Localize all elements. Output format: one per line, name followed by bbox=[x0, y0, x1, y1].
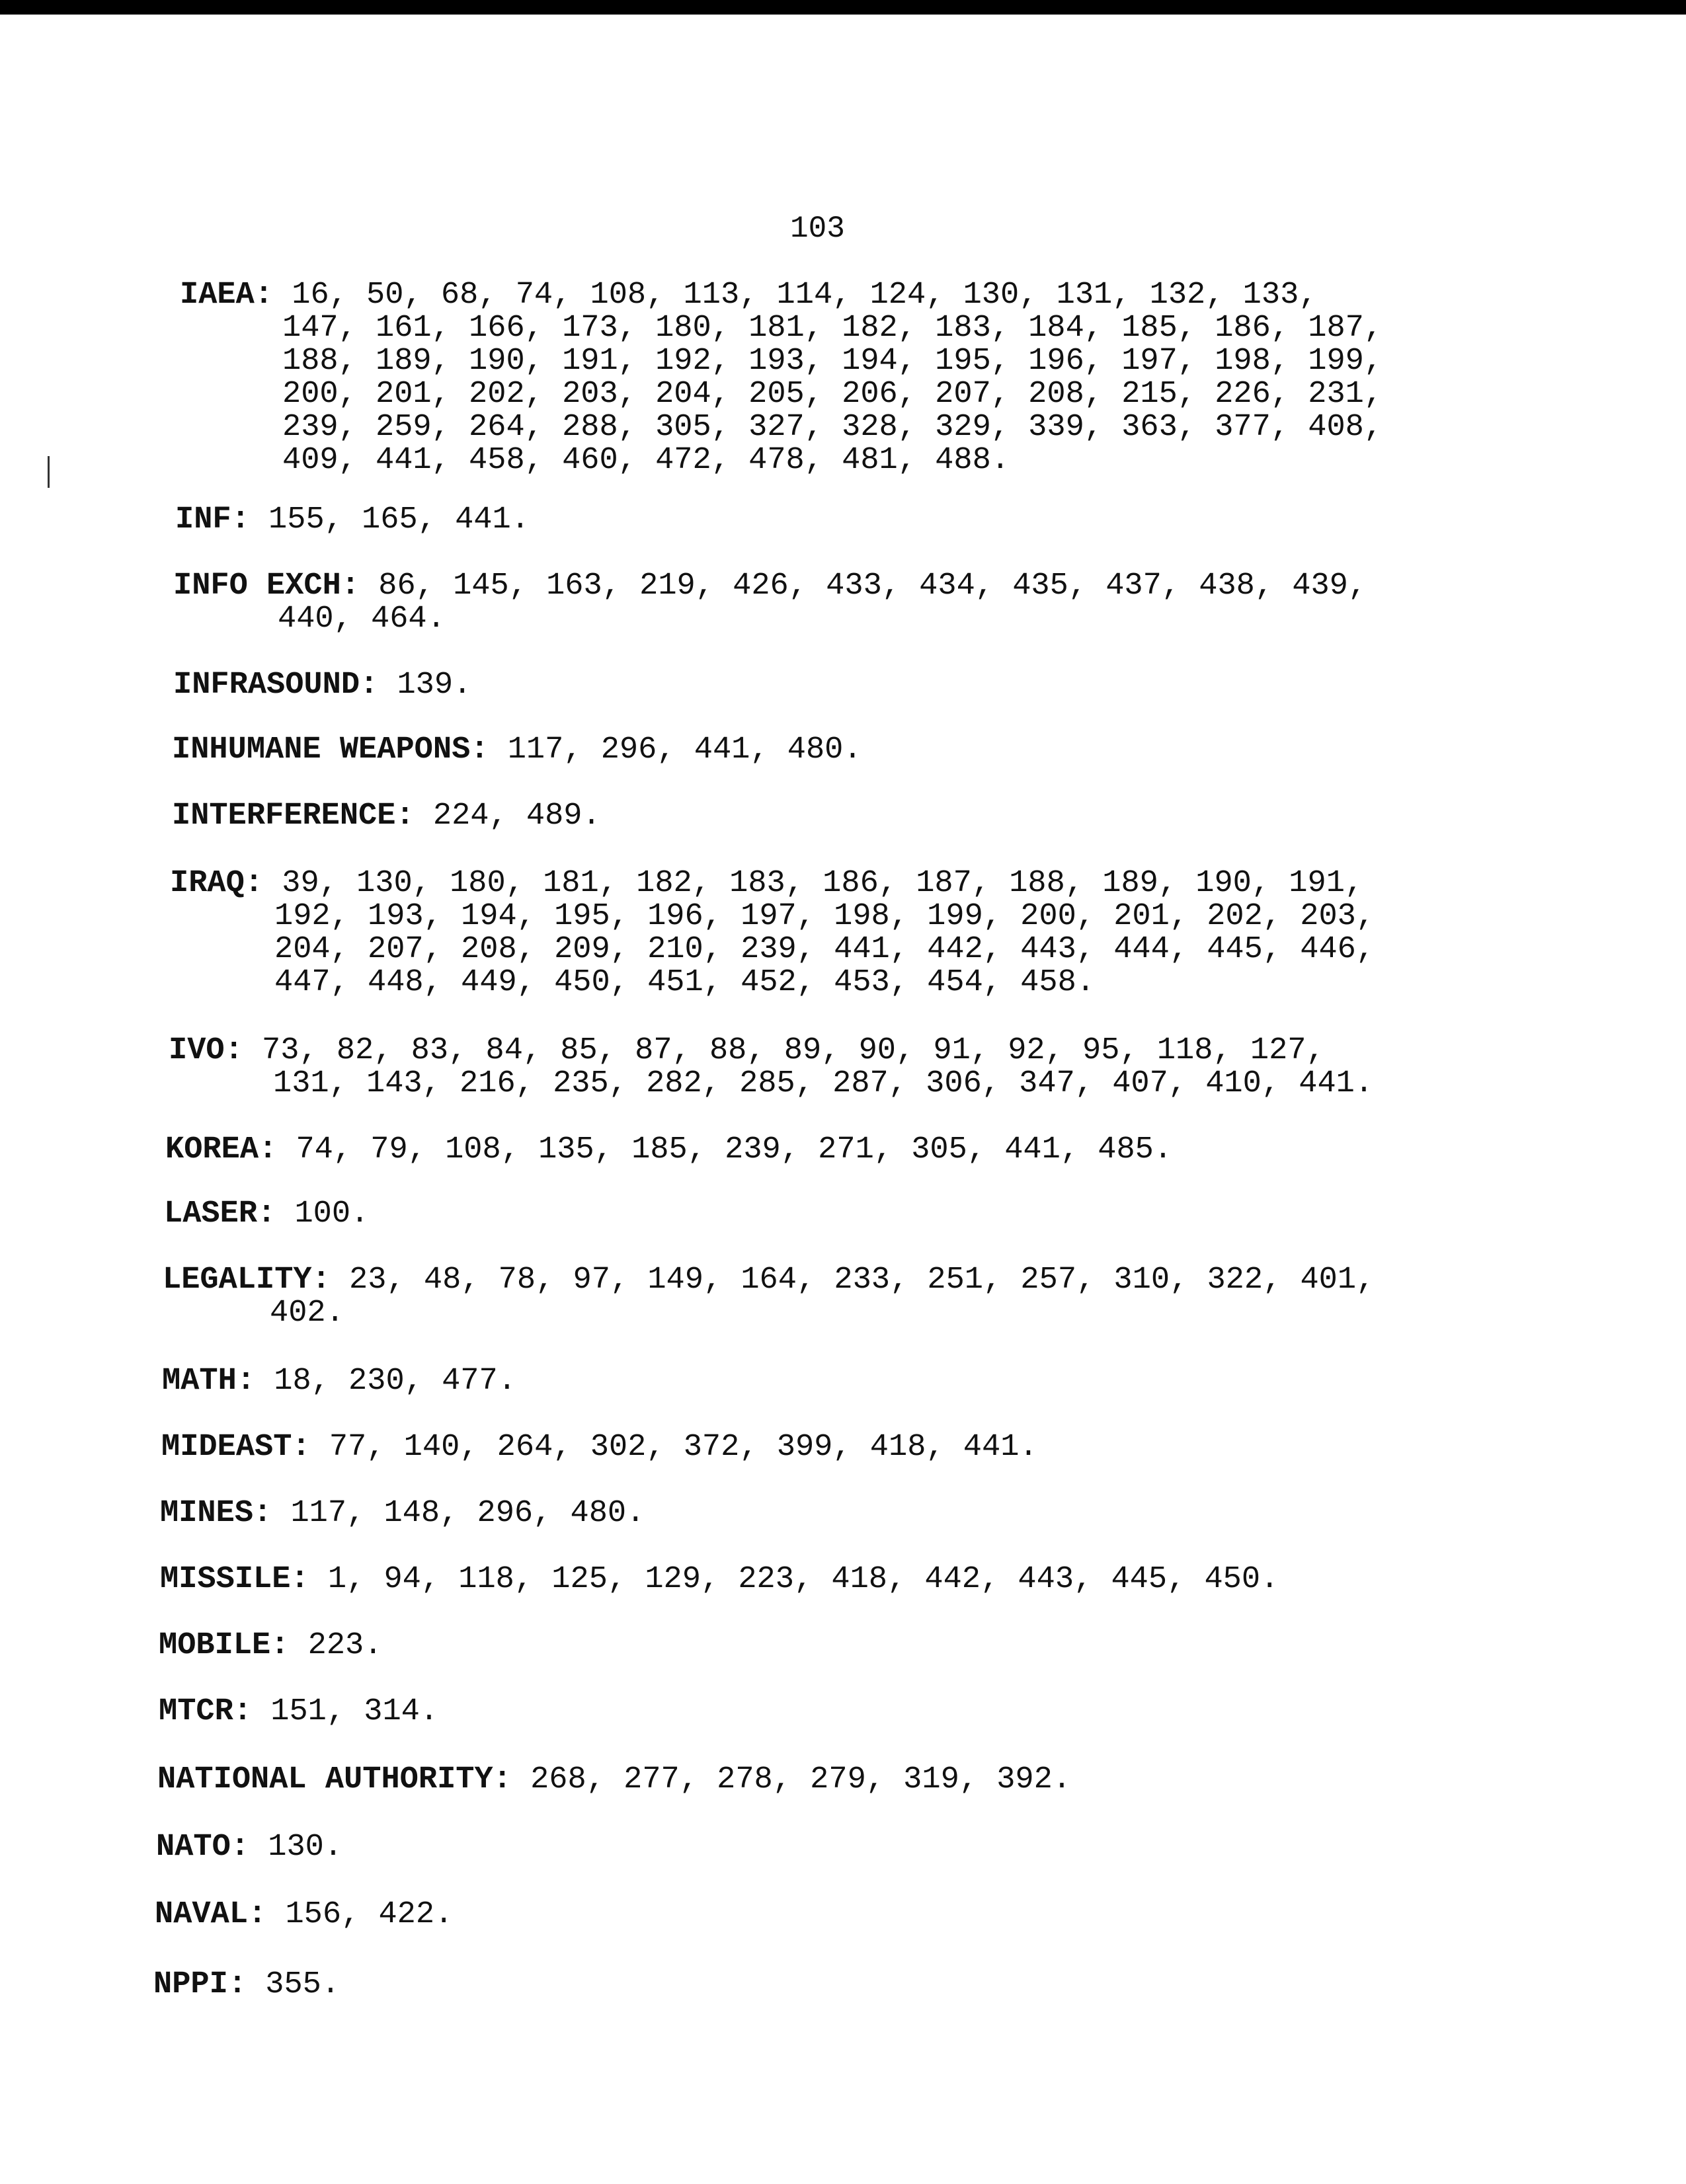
entry-line: 204, 207, 208, 209, 210, 239, 441, 442, 443, 444, 445, 446, bbox=[274, 932, 1375, 967]
entry-line bbox=[156, 1831, 342, 1864]
entry-pages: 223. bbox=[289, 1628, 383, 1663]
entry-pages: 139. bbox=[378, 668, 472, 703]
entry-term: MIDEAST: bbox=[161, 1430, 311, 1465]
entry-term: LEGALITY: bbox=[163, 1263, 331, 1298]
entry-line bbox=[180, 279, 1383, 312]
entry-line: 447, 448, 449, 450, 451, 452, 453, 454, 458. bbox=[274, 965, 1096, 1000]
index-entry-ivo bbox=[169, 1034, 1373, 1101]
entry-term: MTCR: bbox=[159, 1694, 253, 1729]
entry-pages: 23, 48, 78, 97, 149, 164, 233, 251, 257, 310, 322, 401, bbox=[330, 1263, 1375, 1298]
entry-term: IRAQ: bbox=[170, 866, 264, 901]
page-number: 103 bbox=[790, 212, 845, 246]
index-entry-mtcr bbox=[159, 1696, 438, 1729]
entry-pages: 130. bbox=[249, 1830, 343, 1865]
entry-term: MOBILE: bbox=[159, 1628, 290, 1663]
entry-line: 239, 259, 264, 288, 305, 327, 328, 329, 339, 363, 377, 408, bbox=[282, 410, 1383, 445]
entry-term: MISSILE: bbox=[160, 1562, 309, 1597]
index-entry-iaea bbox=[180, 279, 1383, 477]
entry-pages: 155, 165, 441. bbox=[249, 502, 530, 537]
entry-line: 440, 464. bbox=[278, 602, 446, 637]
entry-line bbox=[155, 1898, 453, 1931]
entry-pages: 1, 94, 118, 125, 129, 223, 418, 442, 443, 445, 450. bbox=[309, 1562, 1279, 1597]
entry-term: NATO: bbox=[156, 1830, 250, 1865]
entry-term: IVO: bbox=[169, 1033, 243, 1068]
entry-term: INHUMANE WEAPONS: bbox=[172, 732, 489, 767]
index-entry-iraq bbox=[170, 867, 1375, 999]
entry-term: LASER: bbox=[164, 1196, 276, 1231]
entry-line bbox=[172, 800, 601, 833]
index-entry-mines bbox=[160, 1497, 645, 1530]
entry-pages: 355. bbox=[247, 1967, 341, 2002]
index-entry-nato bbox=[156, 1831, 342, 1864]
entry-line bbox=[173, 669, 471, 702]
entry-line bbox=[170, 867, 1375, 900]
index-entry-mideast bbox=[161, 1431, 1038, 1464]
entry-line: 409, 441, 458, 460, 472, 478, 481, 488. bbox=[282, 443, 1010, 478]
entry-term: IAEA: bbox=[180, 278, 274, 313]
index-entry-korea bbox=[165, 1134, 1172, 1167]
entry-pages: 39, 130, 180, 181, 182, 183, 186, 187, 188, 189, 190, 191, bbox=[263, 866, 1364, 901]
entry-term: NATIONAL AUTHORITY: bbox=[157, 1762, 512, 1797]
entry-pages: 151, 314. bbox=[252, 1694, 439, 1729]
entry-line: 402. bbox=[270, 1296, 344, 1331]
index-entry-naval bbox=[155, 1898, 453, 1931]
index-entry-interference bbox=[172, 800, 601, 833]
entry-line bbox=[160, 1563, 1279, 1596]
index-entry-math bbox=[162, 1365, 516, 1398]
entry-line bbox=[172, 734, 862, 767]
entry-line bbox=[173, 570, 1367, 603]
entry-pages: 74, 79, 108, 135, 185, 239, 271, 305, 441, 485. bbox=[277, 1132, 1173, 1167]
entry-term: INFO EXCH: bbox=[173, 568, 360, 604]
entry-pages: 16, 50, 68, 74, 108, 113, 114, 124, 130, 131, 132, 133, bbox=[273, 278, 1318, 313]
index-entry-info-exch bbox=[173, 570, 1367, 636]
entry-line bbox=[164, 1198, 369, 1231]
entry-pages: 77, 140, 264, 302, 372, 399, 418, 441. bbox=[310, 1430, 1038, 1465]
entry-pages: 86, 145, 163, 219, 426, 433, 434, 435, 437, 438, 439, bbox=[360, 568, 1367, 604]
entry-line: 131, 143, 216, 235, 282, 285, 287, 306, 347, 407, 410, 441. bbox=[273, 1066, 1374, 1101]
entry-line bbox=[160, 1497, 645, 1530]
index-entry-laser bbox=[164, 1198, 369, 1231]
entry-pages: 268, 277, 278, 279, 319, 392. bbox=[511, 1762, 1072, 1797]
entry-line: 147, 161, 166, 173, 180, 181, 182, 183, 184, 185, 186, 187, bbox=[282, 311, 1383, 346]
entry-line bbox=[157, 1764, 1071, 1797]
entry-line bbox=[161, 1431, 1038, 1464]
entry-pages: 18, 230, 477. bbox=[255, 1364, 516, 1399]
entry-term: INFRASOUND: bbox=[173, 668, 379, 703]
entry-line bbox=[165, 1134, 1172, 1167]
index-entry-inf bbox=[175, 504, 530, 537]
entry-term: KOREA: bbox=[165, 1132, 278, 1167]
index-entry-nppi bbox=[153, 1969, 340, 2002]
entry-line bbox=[175, 504, 530, 537]
index-entry-missile bbox=[160, 1563, 1279, 1596]
index-entry-inhumane-weapons bbox=[172, 734, 862, 767]
entry-line bbox=[162, 1365, 516, 1398]
entry-term: NAVAL: bbox=[155, 1897, 267, 1932]
entry-term: INF: bbox=[175, 502, 250, 537]
entry-line: 192, 193, 194, 195, 196, 197, 198, 199, 200, 201, 202, 203, bbox=[274, 899, 1375, 934]
entry-line bbox=[159, 1629, 382, 1662]
entry-line bbox=[153, 1969, 340, 2002]
entry-term: INTERFERENCE: bbox=[172, 799, 415, 834]
entry-pages: 117, 296, 441, 480. bbox=[489, 732, 862, 767]
entry-line bbox=[169, 1034, 1373, 1068]
entry-line bbox=[159, 1696, 438, 1729]
entry-term: NPPI: bbox=[153, 1967, 247, 2002]
entry-line bbox=[163, 1264, 1375, 1297]
index-entry-national-authority bbox=[157, 1764, 1071, 1797]
entry-pages: 117, 148, 296, 480. bbox=[272, 1496, 645, 1531]
index-entry-infrasound bbox=[173, 669, 471, 702]
entry-pages: 224, 489. bbox=[414, 799, 601, 834]
entry-pages: 73, 82, 83, 84, 85, 87, 88, 89, 90, 91, 92, 95, 118, 127, bbox=[243, 1033, 1325, 1068]
index-entry-legality bbox=[163, 1264, 1375, 1330]
entry-pages: 100. bbox=[276, 1196, 370, 1231]
entry-line: 200, 201, 202, 203, 204, 205, 206, 207, 208, 215, 226, 231, bbox=[282, 377, 1383, 412]
entry-term: MINES: bbox=[160, 1496, 272, 1531]
entry-line: 188, 189, 190, 191, 192, 193, 194, 195, 196, 197, 198, 199, bbox=[282, 344, 1383, 379]
entry-pages: 156, 422. bbox=[266, 1897, 454, 1932]
entry-term: MATH: bbox=[162, 1364, 256, 1399]
index-entry-mobile bbox=[159, 1629, 382, 1662]
